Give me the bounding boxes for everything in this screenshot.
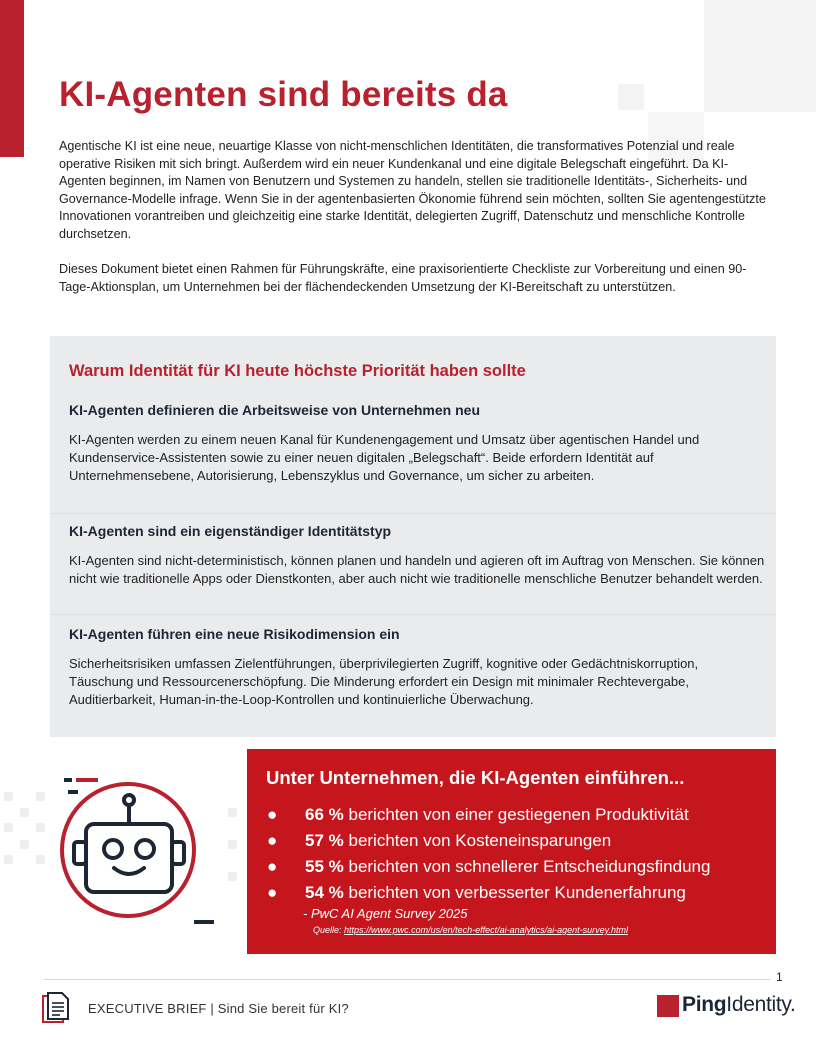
section-heading-3: KI-Agenten führen eine neue Risikodimension ein — [69, 626, 400, 642]
bullet-icon: ● — [267, 831, 278, 850]
stat-percent: 55 % — [305, 857, 344, 876]
page-title: KI-Agenten sind bereits da — [59, 75, 508, 114]
section-heading-2: KI-Agenten sind ein eigenständiger Identitätstyp — [69, 523, 392, 539]
intro-paragraph-2: Dieses Dokument bietet einen Rahmen für Führungskräfte, eine praxisorientierte Checkliste zur Vorbereitung und einen 90-Tage-Aktionsplan, um Unternehmen bei der flächendeckenden Umsetzung der KI-Bereitschaft zu unterstützen. — [59, 262, 747, 294]
intro-paragraph-1: Agentische KI ist eine neue, neuartige Klasse von nicht-menschlichen Identitäten, die transformatives Potenzial und reale operative Risiken mit sich bringt. Außerdem wird ein neuer Kundenkanal und eine digitale Belegschaft eingeführt. Da KI-Agenten beginnen, im Namen von Benutzern und Systemen zu handeln, stellen sie traditionelle Identitäts-, Sicherheits- und Governance-Modelle infrage. Wenn Sie in der agentenbasierten Ökonomie führend sein möchten, sollten Sie agentengestützte Innovationen vorantreiben und gleichzeitig eine starke Identität, delegierten Zugriff, Datenschutz und menschliche Kontrolle durchsetzen. — [59, 139, 766, 241]
footer-doc-title: Sind Sie bereit für KI? — [217, 1001, 349, 1016]
bullet-icon: ● — [267, 805, 278, 824]
stat-percent: 57 % — [305, 831, 344, 850]
left-accent-bar — [0, 0, 24, 157]
stat-text: berichten von schnellerer Entscheidungsfindung — [348, 857, 711, 876]
footer-separator: | — [210, 1001, 214, 1016]
footer-divider — [44, 979, 770, 980]
robot-icon — [0, 760, 247, 935]
why-identity-title: Warum Identität für KI heute höchste Priorität haben sollte — [69, 362, 526, 380]
logo-mark: . — [790, 993, 796, 1016]
stat-item — [267, 805, 689, 825]
source-line — [313, 925, 628, 935]
section-divider — [50, 513, 776, 514]
stat-text: berichten von Kosteneinsparungen — [348, 831, 612, 850]
footer-caption — [88, 1001, 349, 1016]
section-text-3: Sicherheitsrisiken umfassen Zielentführungen, überprivilegierten Zugriff, kognitive oder Gedächtniskorruption, Täuschung und Ressourcenerschöpfung. Die Minderung erfordert ein Design mit minimaler Rechtevergabe, Auditierbarkeit, Human-in-the-Loop-Kontrollen und kontinuierliche Überwachung. — [69, 656, 699, 708]
stats-panel — [247, 749, 776, 954]
section-text-1: KI-Agenten werden zu einem neuen Kanal für Kundenengagement und Umsatz über agentischen Handel und Kundenservice-Assistenten sowie zu einer neuen digitalen „Belegschaft“. Beide erfordern Identität auf Unternehmensebene, Autorisierung, Lebenszyklus und Governance, um sicher zu arbeiten. — [69, 432, 700, 484]
stat-item — [267, 831, 611, 851]
ping-identity-logo — [657, 995, 679, 1022]
stat-percent: 66 % — [305, 805, 344, 824]
robot-illustration — [0, 760, 247, 935]
decorative-square — [618, 84, 644, 110]
decorative-square — [704, 0, 816, 112]
stat-text: berichten von verbesserter Kundenerfahrung — [348, 883, 686, 902]
stats-title: Unter Unternehmen, die KI-Agenten einführen... — [266, 767, 685, 788]
stat-percent: 54 % — [305, 883, 344, 902]
page-number: 1 — [776, 970, 783, 984]
source-label: Quelle: — [313, 925, 342, 935]
document-icon — [42, 992, 70, 1029]
survey-attribution: - PwC AI Agent Survey 2025 — [303, 906, 468, 921]
stat-item — [267, 883, 686, 903]
section-divider — [50, 614, 776, 615]
source-link[interactable]: https://www.pwc.com/us/en/tech-effect/ai-analytics/ai-agent-survey.html — [344, 925, 628, 935]
bullet-icon: ● — [267, 857, 278, 876]
stat-item — [267, 857, 710, 877]
logo-wordmark — [682, 993, 796, 1017]
footer-doc-type: EXECUTIVE BRIEF — [88, 1001, 207, 1016]
bullet-icon: ● — [267, 883, 278, 902]
stat-text: berichten von einer gestiegenen Produktivität — [348, 805, 689, 824]
logo-part-2: Identity — [726, 993, 791, 1016]
logo-part-1: Ping — [682, 993, 727, 1016]
section-heading-1: KI-Agenten definieren die Arbeitsweise von Unternehmen neu — [69, 402, 480, 418]
section-text-2: KI-Agenten sind nicht-deterministisch, können planen und handeln und agieren oft im Auftrag von Menschen. Sie können nicht wie traditionelle Apps oder Dienstkonten, aber auch nicht wie traditionelle menschliche Benutzer behandelt werden. — [69, 553, 765, 587]
